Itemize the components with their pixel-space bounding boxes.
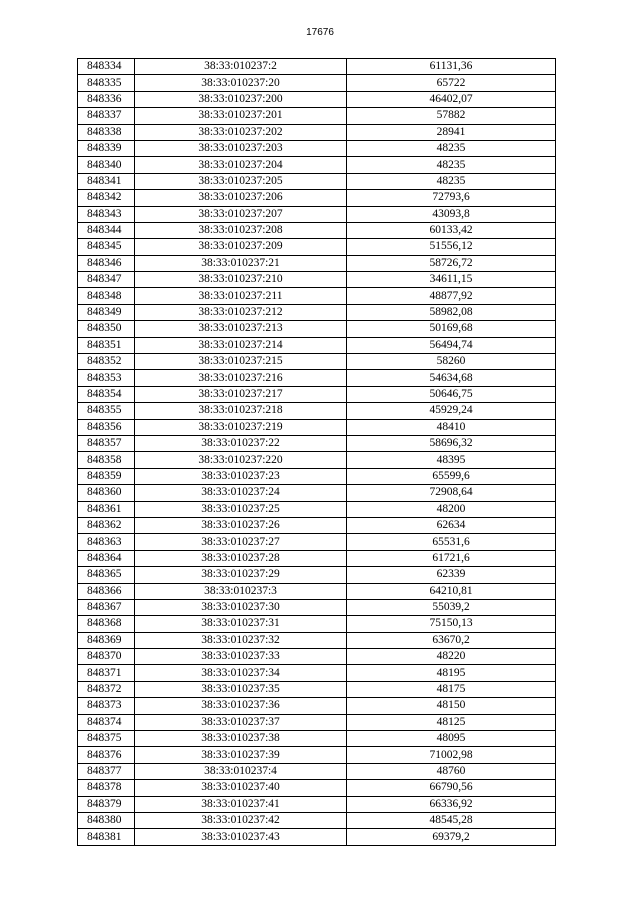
cadastral-number-cell: 38:33:010237:205 [135, 173, 347, 189]
value-cell: 48125 [347, 714, 556, 730]
table-row [78, 222, 556, 238]
table-row [78, 714, 556, 730]
row-number-cell: 848348 [78, 288, 135, 304]
cadastral-number-cell: 38:33:010237:31 [135, 616, 347, 632]
row-number-cell: 848359 [78, 468, 135, 484]
page-number: 17676 [306, 27, 334, 38]
table-row [78, 124, 556, 140]
table-row [78, 829, 556, 845]
value-cell: 45929,24 [347, 403, 556, 419]
table-row [78, 698, 556, 714]
table-row [78, 370, 556, 386]
value-cell: 66336,92 [347, 796, 556, 812]
row-number-cell: 848371 [78, 665, 135, 681]
row-number-cell: 848347 [78, 272, 135, 288]
table-row [78, 272, 556, 288]
value-cell: 34611,15 [347, 272, 556, 288]
row-number-cell: 848354 [78, 386, 135, 402]
value-cell: 48095 [347, 731, 556, 747]
table-row [78, 435, 556, 451]
table-row [78, 583, 556, 599]
table-row [78, 75, 556, 91]
table-row [78, 731, 556, 747]
value-cell: 48235 [347, 157, 556, 173]
row-number-cell: 848374 [78, 714, 135, 730]
value-cell: 48410 [347, 419, 556, 435]
row-number-cell: 848378 [78, 780, 135, 796]
cadastral-number-cell: 38:33:010237:28 [135, 550, 347, 566]
cadastral-number-cell: 38:33:010237:34 [135, 665, 347, 681]
table-row [78, 665, 556, 681]
cadastral-number-cell: 38:33:010237:29 [135, 567, 347, 583]
table-row [78, 91, 556, 107]
cadastral-number-cell: 38:33:010237:2 [135, 59, 347, 75]
cadastral-number-cell: 38:33:010237:219 [135, 419, 347, 435]
cadastral-number-cell: 38:33:010237:33 [135, 649, 347, 665]
cadastral-number-cell: 38:33:010237:39 [135, 747, 347, 763]
value-cell: 48235 [347, 173, 556, 189]
value-cell: 56494,74 [347, 337, 556, 353]
table-row [78, 452, 556, 468]
cadastral-number-cell: 38:33:010237:209 [135, 239, 347, 255]
row-number-cell: 848381 [78, 829, 135, 845]
row-number-cell: 848340 [78, 157, 135, 173]
cadastral-number-cell: 38:33:010237:220 [135, 452, 347, 468]
value-cell: 60133,42 [347, 222, 556, 238]
row-number-cell: 848361 [78, 501, 135, 517]
cadastral-number-cell: 38:33:010237:21 [135, 255, 347, 271]
value-cell: 48200 [347, 501, 556, 517]
table-row [78, 140, 556, 156]
table-row [78, 108, 556, 124]
row-number-cell: 848343 [78, 206, 135, 222]
table-row [78, 796, 556, 812]
row-number-cell: 848350 [78, 321, 135, 337]
value-cell: 46402,07 [347, 91, 556, 107]
table-row [78, 599, 556, 615]
row-number-cell: 848363 [78, 534, 135, 550]
cadastral-number-cell: 38:33:010237:37 [135, 714, 347, 730]
table-row [78, 354, 556, 370]
cadastral-number-cell: 38:33:010237:216 [135, 370, 347, 386]
row-number-cell: 848334 [78, 59, 135, 75]
table-row [78, 485, 556, 501]
row-number-cell: 848370 [78, 649, 135, 665]
table-row [78, 173, 556, 189]
cadastral-number-cell: 38:33:010237:200 [135, 91, 347, 107]
table-row [78, 534, 556, 550]
value-cell: 64210,81 [347, 583, 556, 599]
table-row [78, 157, 556, 173]
table-row [78, 386, 556, 402]
value-cell: 72793,6 [347, 190, 556, 206]
table-row [78, 419, 556, 435]
table-row [78, 681, 556, 697]
value-cell: 48150 [347, 698, 556, 714]
table-row [78, 321, 556, 337]
cadastral-number-cell: 38:33:010237:32 [135, 632, 347, 648]
cadastral-number-cell: 38:33:010237:25 [135, 501, 347, 517]
table-row [78, 780, 556, 796]
row-number-cell: 848356 [78, 419, 135, 435]
value-cell: 43093,8 [347, 206, 556, 222]
cadastral-number-cell: 38:33:010237:212 [135, 304, 347, 320]
value-cell: 48760 [347, 763, 556, 779]
row-number-cell: 848375 [78, 731, 135, 747]
cadastral-number-cell: 38:33:010237:26 [135, 517, 347, 533]
value-cell: 48195 [347, 665, 556, 681]
row-number-cell: 848355 [78, 403, 135, 419]
cadastral-number-cell: 38:33:010237:217 [135, 386, 347, 402]
value-cell: 58260 [347, 354, 556, 370]
value-cell: 48220 [347, 649, 556, 665]
value-cell: 63670,2 [347, 632, 556, 648]
table-row [78, 567, 556, 583]
row-number-cell: 848335 [78, 75, 135, 91]
value-cell: 61721,6 [347, 550, 556, 566]
value-cell: 62339 [347, 567, 556, 583]
value-cell: 55039,2 [347, 599, 556, 615]
cadastral-number-cell: 38:33:010237:43 [135, 829, 347, 845]
cadastral-number-cell: 38:33:010237:215 [135, 354, 347, 370]
row-number-cell: 848377 [78, 763, 135, 779]
table-row [78, 239, 556, 255]
row-number-cell: 848376 [78, 747, 135, 763]
value-cell: 58696,32 [347, 435, 556, 451]
cadastral-number-cell: 38:33:010237:202 [135, 124, 347, 140]
row-number-cell: 848366 [78, 583, 135, 599]
row-number-cell: 848337 [78, 108, 135, 124]
table-row [78, 468, 556, 484]
row-number-cell: 848365 [78, 567, 135, 583]
row-number-cell: 848358 [78, 452, 135, 468]
table-row [78, 288, 556, 304]
value-cell: 62634 [347, 517, 556, 533]
row-number-cell: 848344 [78, 222, 135, 238]
table-row [78, 255, 556, 271]
row-number-cell: 848369 [78, 632, 135, 648]
row-number-cell: 848338 [78, 124, 135, 140]
row-number-cell: 848341 [78, 173, 135, 189]
row-number-cell: 848346 [78, 255, 135, 271]
value-cell: 72908,64 [347, 485, 556, 501]
row-number-cell: 848352 [78, 354, 135, 370]
value-cell: 48877,92 [347, 288, 556, 304]
value-cell: 58726,72 [347, 255, 556, 271]
table-row [78, 190, 556, 206]
table-row [78, 517, 556, 533]
value-cell: 58982,08 [347, 304, 556, 320]
cadastral-number-cell: 38:33:010237:213 [135, 321, 347, 337]
value-cell: 71002,98 [347, 747, 556, 763]
cadastral-number-cell: 38:33:010237:41 [135, 796, 347, 812]
table-row [78, 616, 556, 632]
cadastral-number-cell: 38:33:010237:20 [135, 75, 347, 91]
table-row [78, 304, 556, 320]
cadastral-number-cell: 38:33:010237:206 [135, 190, 347, 206]
table-row [78, 206, 556, 222]
table-row [78, 632, 556, 648]
cadastral-number-cell: 38:33:010237:218 [135, 403, 347, 419]
cadastral-number-cell: 38:33:010237:211 [135, 288, 347, 304]
row-number-cell: 848368 [78, 616, 135, 632]
cadastral-number-cell: 38:33:010237:36 [135, 698, 347, 714]
value-cell: 48395 [347, 452, 556, 468]
data-table [77, 58, 556, 846]
cadastral-number-cell: 38:33:010237:201 [135, 108, 347, 124]
value-cell: 65531,6 [347, 534, 556, 550]
row-number-cell: 848380 [78, 812, 135, 828]
cadastral-number-cell: 38:33:010237:27 [135, 534, 347, 550]
value-cell: 66790,56 [347, 780, 556, 796]
cadastral-number-cell: 38:33:010237:30 [135, 599, 347, 615]
row-number-cell: 848379 [78, 796, 135, 812]
row-number-cell: 848360 [78, 485, 135, 501]
table-row [78, 649, 556, 665]
row-number-cell: 848351 [78, 337, 135, 353]
value-cell: 57882 [347, 108, 556, 124]
cadastral-number-cell: 38:33:010237:204 [135, 157, 347, 173]
cadastral-number-cell: 38:33:010237:23 [135, 468, 347, 484]
row-number-cell: 848364 [78, 550, 135, 566]
table-row [78, 550, 556, 566]
row-number-cell: 848372 [78, 681, 135, 697]
cadastral-number-cell: 38:33:010237:208 [135, 222, 347, 238]
cadastral-number-cell: 38:33:010237:4 [135, 763, 347, 779]
cadastral-number-cell: 38:33:010237:3 [135, 583, 347, 599]
value-cell: 65722 [347, 75, 556, 91]
cadastral-number-cell: 38:33:010237:42 [135, 812, 347, 828]
row-number-cell: 848353 [78, 370, 135, 386]
row-number-cell: 848336 [78, 91, 135, 107]
row-number-cell: 848357 [78, 435, 135, 451]
value-cell: 50169,68 [347, 321, 556, 337]
table-row [78, 812, 556, 828]
cadastral-number-cell: 38:33:010237:203 [135, 140, 347, 156]
row-number-cell: 848349 [78, 304, 135, 320]
cadastral-number-cell: 38:33:010237:24 [135, 485, 347, 501]
row-number-cell: 848345 [78, 239, 135, 255]
value-cell: 75150,13 [347, 616, 556, 632]
cadastral-number-cell: 38:33:010237:38 [135, 731, 347, 747]
row-number-cell: 848362 [78, 517, 135, 533]
table-row [78, 59, 556, 75]
value-cell: 51556,12 [347, 239, 556, 255]
table-row [78, 403, 556, 419]
table-body [78, 59, 556, 846]
cadastral-number-cell: 38:33:010237:35 [135, 681, 347, 697]
table-row [78, 501, 556, 517]
value-cell: 65599,6 [347, 468, 556, 484]
row-number-cell: 848342 [78, 190, 135, 206]
cadastral-number-cell: 38:33:010237:214 [135, 337, 347, 353]
table-row [78, 337, 556, 353]
value-cell: 61131,36 [347, 59, 556, 75]
cadastral-number-cell: 38:33:010237:40 [135, 780, 347, 796]
value-cell: 69379,2 [347, 829, 556, 845]
cadastral-number-cell: 38:33:010237:210 [135, 272, 347, 288]
value-cell: 28941 [347, 124, 556, 140]
value-cell: 54634,68 [347, 370, 556, 386]
table-row [78, 763, 556, 779]
value-cell: 48545,28 [347, 812, 556, 828]
row-number-cell: 848373 [78, 698, 135, 714]
cadastral-number-cell: 38:33:010237:22 [135, 435, 347, 451]
table-row [78, 747, 556, 763]
value-cell: 50646,75 [347, 386, 556, 402]
cadastral-number-cell: 38:33:010237:207 [135, 206, 347, 222]
row-number-cell: 848367 [78, 599, 135, 615]
value-cell: 48175 [347, 681, 556, 697]
value-cell: 48235 [347, 140, 556, 156]
row-number-cell: 848339 [78, 140, 135, 156]
